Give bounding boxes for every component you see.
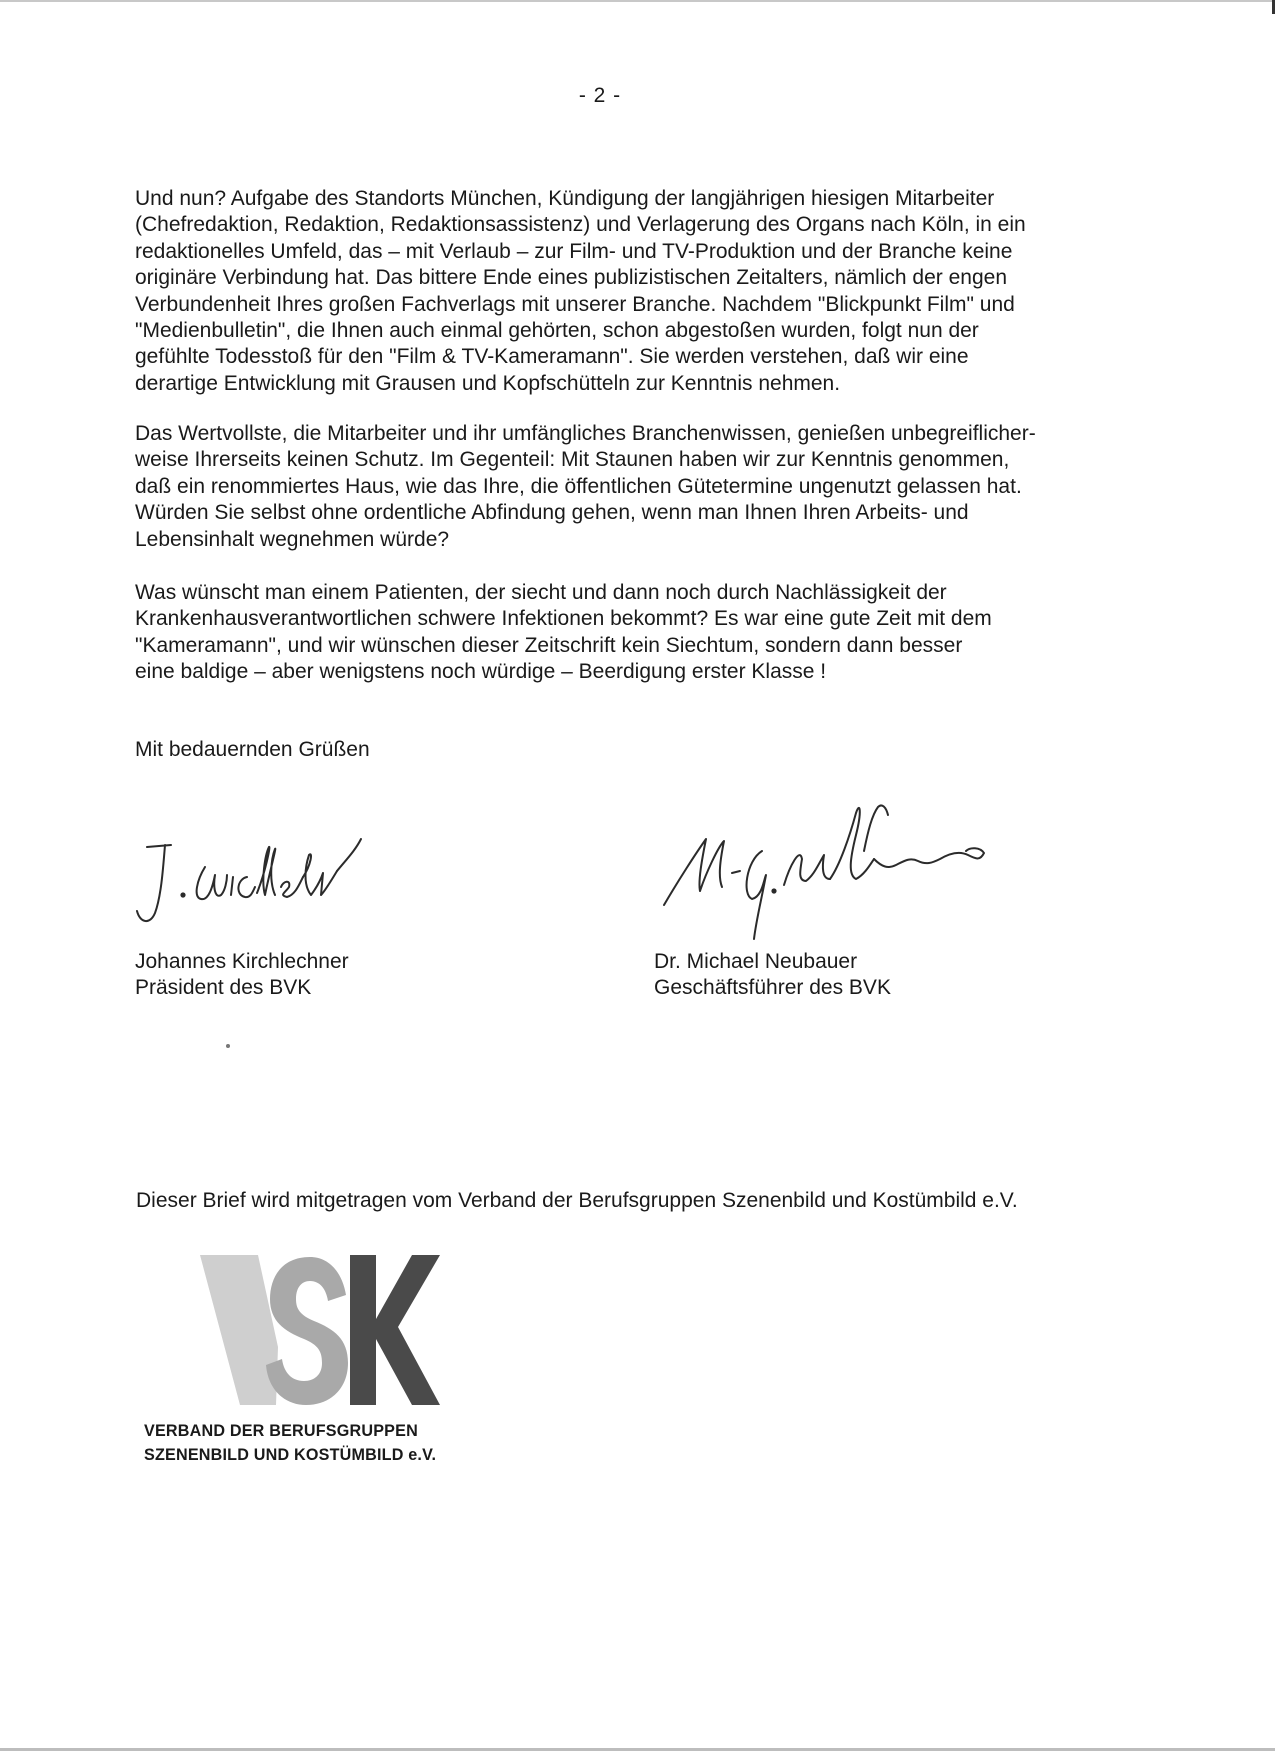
text-line: Würden Sie selbst ohne ordentliche Abfindung gehen, wenn man Ihnen Ihren Arbeits- und [135,501,969,525]
text-line: Das Wertvollste, die Mitarbeiter und ihr umfängliches Branchenwissen, genießen unbegreiflicher- [135,422,1036,445]
paragraph-3 [135,580,1135,686]
text-line: weise Ihrerseits keinen Schutz. Im Gegenteil: Mit Staunen haben wir zur Kenntnis genommen, [135,448,1010,472]
text-line: daß ein renommiertes Haus, wie das Ihre, die öffentlichen Gütetermine ungenutzt gelassen hat. [135,474,1022,498]
text-line: redaktionelles Umfeld, das – mit Verlaub – zur Film- und TV-Produktion und der Branche keine [135,239,1013,263]
support-note: Dieser Brief wird mitgetragen vom Verband der Berufsgruppen Szenenbild und Kostümbild e.V. [136,1189,1018,1212]
text-line: Verbundenheit Ihres großen Fachverlags mit unserer Branche. Nachdem "Blickpunkt Film" und [135,292,1015,316]
signature-kirchlechner [125,815,425,945]
signer-name: Johannes Kirchlechner [135,950,349,973]
text-line: eine baldige – aber wenigstens noch würdige – Beerdigung erster Klasse ! [135,660,827,684]
logo-text-line: VERBAND DER BERUFSGRUPPEN [144,1421,418,1440]
scan-speck [226,1044,230,1048]
text-line: gefühlte Todesstoß für den "Film & TV-Kameramann". Sie werden verstehen, daß wir eine [135,345,969,369]
text-line: Was wünscht man einem Patienten, der siecht und dann noch durch Nachlässigkeit der [135,581,947,604]
signer-title: Geschäftsführer des BVK [654,976,891,999]
logo-letter-s [266,1257,348,1405]
closing-salutation: Mit bedauernden Grüßen [135,738,370,761]
paragraph-1 [135,186,1135,397]
scan-edge-top [0,0,1275,2]
text-line: Krankenhausverantwortlichen schwere Infektionen bekommt? Es war eine gute Zeit mit dem [135,607,992,631]
logo-letter-k [350,1255,440,1405]
logo-text [144,1419,436,1467]
text-line: "Medienbulletin", die Ihnen auch einmal gehörten, schon abgestoßen wurden, folgt nun der [135,319,979,343]
page-number: - 2 - [578,84,622,107]
logo-letter-v [200,1255,278,1405]
signer-block-2 [654,949,891,1001]
signer-block-1 [135,949,349,1001]
text-line: originäre Verbindung hat. Das bittere Ende eines publizistischen Zeitalters, nämlich der engen [135,266,1008,290]
signature-neubauer [650,795,1030,945]
paragraph-2 [135,421,1135,553]
text-line: derartige Entwicklung mit Grausen und Kopfschütteln zur Kenntnis nehmen. [135,371,841,395]
text-line: (Chefredaktion, Redaktion, Redaktionsassistenz) und Verlagerung des Organs nach Köln, in ein [135,213,1026,237]
signer-title: Präsident des BVK [135,976,312,999]
text-line: "Kameramann", und wir wünschen dieser Zeitschrift kein Siechtum, sondern dann besser [135,633,963,657]
vsk-logo [200,1255,440,1405]
logo-text-line: SZENENBILD UND KOSTÜMBILD e.V. [144,1445,437,1464]
text-line: Und nun? Aufgabe des Standorts München, Kündigung der langjährigen hiesigen Mitarbeiter [135,187,995,210]
scan-edge-bottom [0,1748,1275,1751]
signer-name: Dr. Michael Neubauer [654,950,858,973]
text-line: Lebensinhalt wegnehmen würde? [135,527,450,551]
